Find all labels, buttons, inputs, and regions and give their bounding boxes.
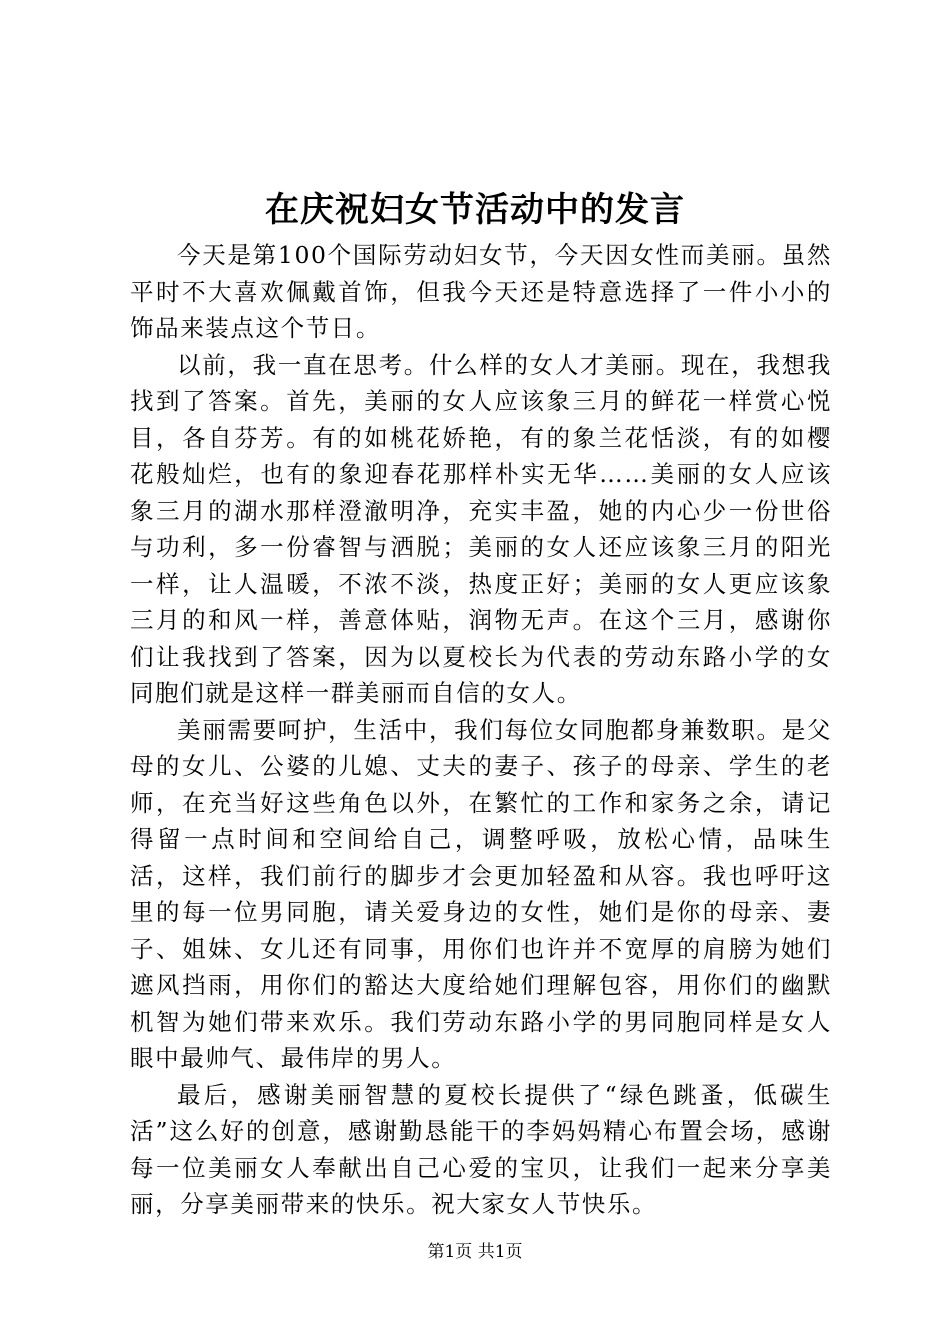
document-body bbox=[130, 237, 832, 1223]
paragraph-2: 以前，我一直在思考。什么样的女人才美丽。现在，我想我找到了答案。首先，美丽的女人应该象三月的鲜花一样赏心悦目，各自芬芳。有的如桃花娇艳，有的象兰花恬淡，有的如樱花般灿烂，也有的象迎春花那样朴实无华……美丽的女人应该象三月的湖水那样澄澈明净，充实丰盈，她的内心少一份世俗与功利，多一份睿智与洒脱；美丽的女人还应该象三月的阳光一样，让人温暖，不浓不淡，热度正好；美丽的女人更应该象三月的和风一样，善意体贴，润物无声。在这个三月，感谢你们让我找到了答案，因为以夏校长为代表的劳动东路小学的女同胞们就是这样一群美丽而自信的女人。 bbox=[130, 350, 832, 707]
paragraph-4: 最后，感谢美丽智慧的夏校长提供了“绿色跳蚤，低碳生活”这么好的创意，感谢勤恳能干的李妈妈精心布置会场，感谢每一位美丽女人奉献出自己心爱的宝贝，让我们一起来分享美丽，分享美丽带来的快乐。祝大家女人节快乐。 bbox=[130, 1080, 832, 1218]
page-number-footer: 第1页 共1页 bbox=[427, 1242, 523, 1262]
paragraph-1: 今天是第100个国际劳动妇女节，今天因女性而美丽。虽然平时不大喜欢佩戴首饰，但我今天还是特意选择了一件小小的饰品来装点这个节日。 bbox=[130, 241, 832, 342]
paragraph-3: 美丽需要呵护，生活中，我们每位女同胞都身兼数职。是父母的女儿、公婆的儿媳、丈夫的妻子、孩子的母亲、学生的老师，在充当好这些角色以外，在繁忙的工作和家务之余，请记得留一点时间和空间给自己，调整呼吸，放松心情，品味生活，这样，我们前行的脚步才会更加轻盈和从容。我也呼吁这里的每一位男同胞，请关爱身边的女性，她们是你的母亲、妻子、姐妹、女儿还有同事，用你们也许并不宽厚的肩膀为她们遮风挡雨，用你们的豁达大度给她们理解包容，用你们的幽默机智为她们带来欢乐。我们劳动东路小学的男同胞同样是女人眼中最帅气、最伟岸的男人。 bbox=[130, 715, 832, 1072]
document-title: 在庆祝妇女节活动中的发言 bbox=[265, 190, 685, 230]
